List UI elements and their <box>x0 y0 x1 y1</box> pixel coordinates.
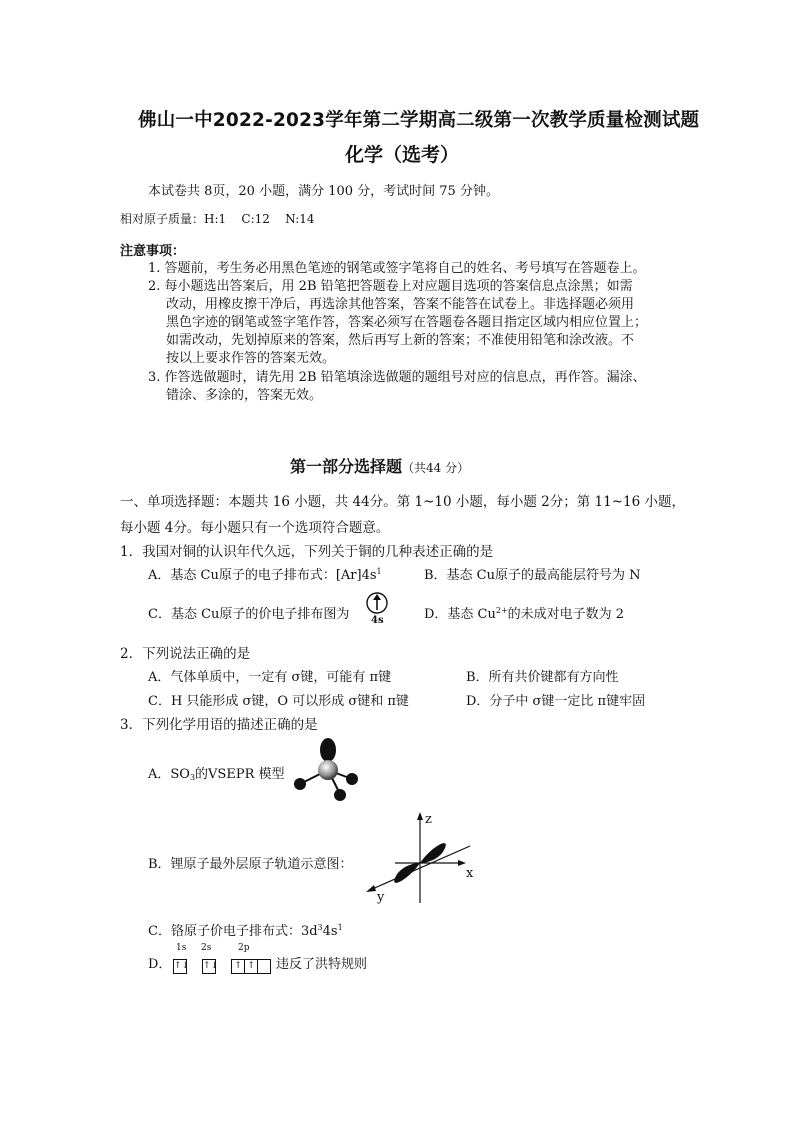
orbital-label-1s: 1s <box>176 943 187 953</box>
page-subtitle: 化学（选考） <box>345 144 460 166</box>
orbital-label-2p: 2p <box>238 943 250 953</box>
notes-line: 改动，用橡皮擦干净后，再选涂其他答案，答案不能答在试卷上。非选择题必须用 <box>166 297 635 312</box>
orbital-box-2p-2: ↑ <box>245 959 258 974</box>
atomic-mass-values: H:1 C:12 N:14 <box>204 212 315 226</box>
notes-line: 按以上要求作答的答案无效。 <box>166 351 336 366</box>
exam-intro: 本试卷共 8页，20 小题，满分 100 分，考试时间 75 分钟。 <box>148 184 499 199</box>
page-title: 佛山一中2022-2023学年第二学期高二级第一次教学质量检测试题 <box>138 110 700 131</box>
notes-line: 1. 答题前，考生务必用黑色笔迹的钢笔或签字笔将自己的姓名、考号填写在答题卷上。 <box>148 261 646 276</box>
part1-title: 第一部分选择题 <box>290 457 403 476</box>
orbital-label-2s: 2s <box>201 943 212 953</box>
orbital-boxes <box>173 956 271 975</box>
part1-instructions: 每小题 4分。每小题只有一个选项符合题意。 <box>120 520 390 536</box>
q1-option-b: B．基态 Cu原子的最高能层符号为 N <box>424 568 641 583</box>
axis-label-x: x <box>466 866 474 881</box>
q3-option-a: A．$SO_3$的VSEPR 模型 <box>148 767 285 782</box>
q3-option-d-text: 违反了洪特规则 <box>276 957 368 972</box>
q3-stem: 3．下列化学用语的描述正确的是 <box>120 717 318 733</box>
notes-line: 2. 每小题选出答案后，用 2B 铅笔把答题卷上对应题目选项的答案信息点涂黑；如需 <box>148 279 633 294</box>
part1-instructions: 一、单项选择题：本题共 16 小题，共 44分。第 1~10 小题，每小题 2分；第 11~16 小题， <box>120 494 686 510</box>
q2-option-c: C．H 只能形成 σ键，O 可以形成 σ键和 π键 <box>148 694 409 709</box>
part1-heading <box>290 454 469 477</box>
vsepr-model-image <box>290 736 370 806</box>
orbital-box-1s: ↑↓ <box>173 959 187 974</box>
notes-heading: 注意事项： <box>120 244 186 259</box>
q2-stem: 2．下列说法正确的是 <box>120 646 251 662</box>
q1-option-c: C．基态 Cu原子的价电子排布图为 <box>148 607 350 622</box>
q3-option-b: B．锂原子最外层原子轨道示意图： <box>148 857 353 872</box>
orbital-box-2s: ↑↓ <box>202 959 216 974</box>
notes-line: 如需改动，先划掉原来的答案，然后再写上新的答案；不准使用铅笔和涂改液。不 <box>166 333 635 348</box>
q1-option-a: A．基态 Cu原子的电子排布式：$[Ar]4s^1$ <box>148 567 382 583</box>
q2-option-d: D．分子中 σ键一定比 π键牢固 <box>466 694 646 709</box>
orbital-label-4s: 4s <box>371 615 384 626</box>
q1-stem: 1．我国对铜的认识年代久远，下列关于铜的几种表述正确的是 <box>120 544 494 560</box>
atomic-mass-label: 相对原子质量： <box>120 212 205 226</box>
notes-line: 错涂、多涂的，答案无效。 <box>166 388 323 403</box>
q2-option-b: B．所有共价键都有方向性 <box>466 670 619 685</box>
atomic-mass-line <box>120 210 315 227</box>
notes-line: 3. 作答选做题时，请先用 2B 铅笔填涂选做题的题组号对应的信息点，再作答。漏涂、 <box>148 370 646 385</box>
orbital-box-2p-1: ↑ <box>231 959 245 974</box>
q2-option-a: A．气体单质中，一定有 σ键，可能有 π键 <box>148 670 392 685</box>
axis-label-z: z <box>425 812 432 827</box>
axis-label-y: y <box>377 890 385 905</box>
q1-option-d: D．基态 $Cu^{2+}$的未成对电子数为 2 <box>424 606 625 622</box>
q3-option-c: C．铬原子价电子排布式：$3d^34s^1$ <box>148 923 343 939</box>
orbital-box-2p-3 <box>258 959 271 974</box>
part1-score-note: （共44 分） <box>402 461 470 475</box>
orbital-diagram-4s <box>363 591 393 631</box>
q3-option-d-label: D． <box>148 957 172 972</box>
notes-line: 黑色字迹的钢笔或签字笔作答，答案必须写在答题卷各题目指定区域内相应位置上； <box>166 315 648 330</box>
